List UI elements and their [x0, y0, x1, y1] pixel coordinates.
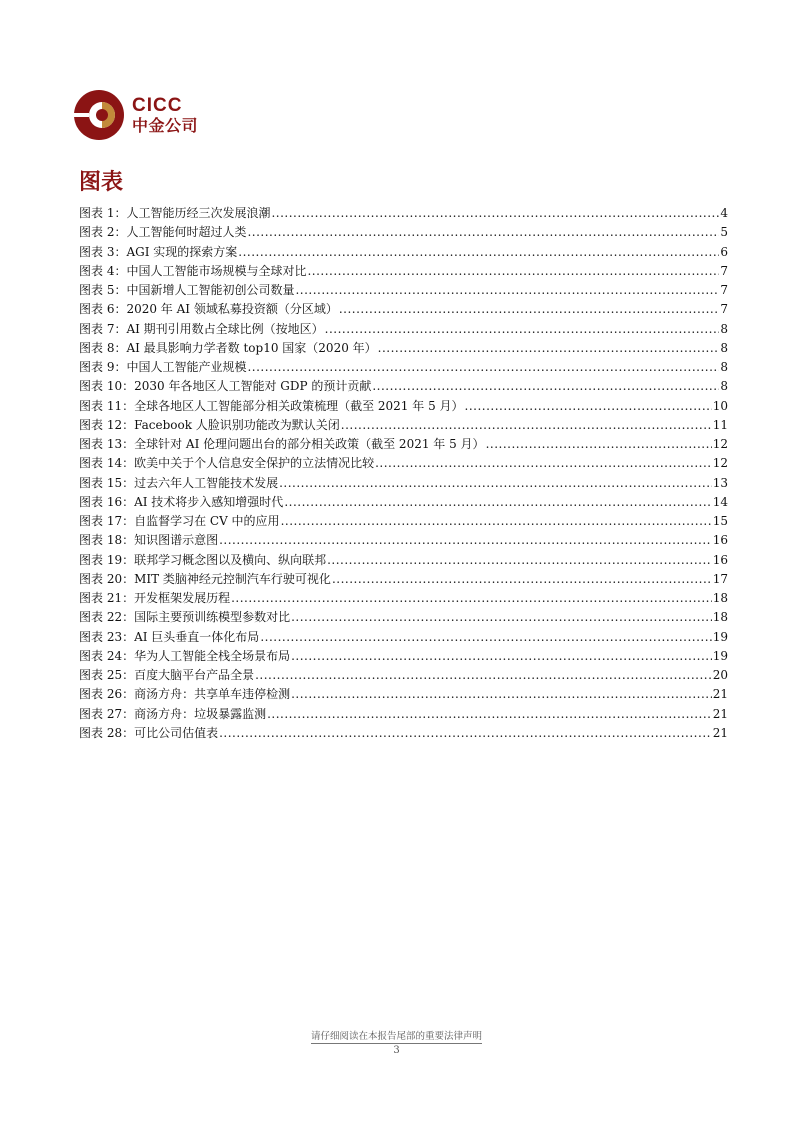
- toc-item-label: 图表 9：中国人工智能产业规模: [79, 360, 247, 374]
- toc-dot-leader: [375, 456, 712, 470]
- toc-item[interactable]: [79, 570, 728, 589]
- toc-item[interactable]: [79, 647, 728, 666]
- toc-item-page: 12: [712, 456, 728, 471]
- toc-item-label: 图表 13：全球针对 AI 伦理问题出台的部分相关政策（截至 2021 年 5 月）: [79, 437, 485, 451]
- toc-item[interactable]: [79, 493, 728, 512]
- toc-item-page: 17: [712, 571, 728, 586]
- toc-item-label: 图表 18：知识图谱示意图: [79, 533, 219, 548]
- toc-item[interactable]: [79, 300, 728, 319]
- toc-item-page: 13: [712, 475, 728, 490]
- toc-item[interactable]: [79, 551, 728, 570]
- toc-item[interactable]: [79, 397, 728, 416]
- toc-item-label: 图表 27：商汤方舟：垃圾暴露监测: [79, 706, 267, 721]
- toc-item-label: 图表 16：AI 技术将步入感知增强时代: [79, 494, 284, 509]
- toc-dot-leader: [325, 322, 720, 336]
- toc-item[interactable]: [79, 435, 728, 454]
- toc-item-page: 20: [712, 668, 728, 682]
- toc-dot-leader: [341, 418, 712, 432]
- toc-item-page: 18: [712, 610, 728, 625]
- toc-dot-leader: [267, 707, 712, 721]
- toc-item-page: 8: [720, 321, 728, 336]
- toc-item[interactable]: [79, 512, 728, 531]
- toc-item[interactable]: [79, 685, 728, 704]
- toc-dot-leader: [378, 341, 720, 355]
- toc-item-label: 图表 1：人工智能历经三次发展浪潮: [79, 206, 271, 220]
- toc-item-page: 12: [712, 437, 728, 451]
- toc-dot-leader: [332, 572, 712, 586]
- toc-item[interactable]: [79, 589, 728, 608]
- toc-item[interactable]: [79, 243, 728, 262]
- legal-disclaimer-note: [0, 1028, 793, 1042]
- toc-item-label: 图表 17：自监督学习在 CV 中的应用: [79, 514, 280, 528]
- toc-dot-leader: [279, 476, 712, 490]
- toc-dot-leader: [486, 437, 712, 451]
- toc-dot-leader: [295, 283, 719, 297]
- logo-name-en: CICC: [132, 95, 183, 116]
- toc-item-label: 图表 19：联邦学习概念图以及横向、纵向联邦: [79, 552, 327, 567]
- toc-item-page: 6: [720, 244, 728, 259]
- toc-item-page: 21: [712, 725, 728, 740]
- toc-item-label: 图表 3：AGI 实现的探索方案: [79, 244, 238, 259]
- toc-item[interactable]: [79, 204, 728, 223]
- toc-item-label: 图表 14：欧美中关于个人信息安全保护的立法情况比较: [79, 456, 375, 471]
- toc-item-page: 5: [720, 225, 728, 240]
- toc-item-label: 图表 10：2030 年各地区人工智能对 GDP 的预计贡献: [79, 379, 372, 394]
- toc-item[interactable]: [79, 705, 728, 724]
- toc-dot-leader: [327, 553, 712, 567]
- toc-item-label: 图表 21：开发框架发展历程: [79, 591, 231, 605]
- toc-item-label: 图表 24：华为人工智能全栈全场景布局: [79, 648, 291, 663]
- toc-item-page: 14: [712, 494, 728, 509]
- toc-item-label: 图表 5：中国新增人工智能初创公司数量: [79, 283, 295, 297]
- toc-dot-leader: [291, 610, 712, 624]
- toc-item-label: 图表 22：国际主要预训练模型参数对比: [79, 610, 291, 625]
- toc-dot-leader: [219, 726, 712, 740]
- logo-name-cn: 中金公司: [132, 116, 199, 135]
- toc-item-label: 图表 7：AI 期刊引用数占全球比例（按地区）: [79, 321, 324, 336]
- toc-item-page: 7: [720, 263, 728, 278]
- toc-item-label: 图表 2：人工智能何时超过人类: [79, 225, 247, 240]
- toc-dot-leader: [238, 245, 719, 259]
- legal-disclaimer-text: 请仔细阅读在本报告尾部的重要法律声明: [310, 1031, 482, 1042]
- toc-item[interactable]: [79, 724, 728, 743]
- logo-text: [132, 96, 198, 134]
- toc-item[interactable]: [79, 474, 728, 493]
- toc-dot-leader: [247, 225, 719, 239]
- toc-item[interactable]: [79, 608, 728, 627]
- toc-item-label: 图表 25：百度大脑平台产品全景: [79, 668, 255, 682]
- toc-item-page: 19: [712, 648, 728, 663]
- toc-item[interactable]: [79, 628, 728, 647]
- toc-dot-leader: [465, 399, 712, 413]
- toc-item-page: 7: [720, 302, 728, 317]
- toc-item-page: 8: [720, 340, 728, 355]
- toc-item-label: 图表 12：Facebook 人脸识别功能改为默认关闭: [79, 417, 340, 432]
- toc-dot-leader: [291, 687, 712, 701]
- toc-dot-leader: [291, 649, 712, 663]
- toc-item-page: 8: [720, 360, 728, 374]
- toc-item-page: 7: [720, 283, 728, 297]
- cicc-logo: [73, 89, 198, 141]
- toc-dot-leader: [271, 206, 719, 220]
- cicc-logo-icon: [73, 89, 125, 141]
- toc-item-label: 图表 23：AI 巨头垂直一体化布局: [79, 629, 260, 644]
- toc-item-page: 8: [720, 379, 728, 394]
- toc-item-page: 11: [712, 417, 728, 432]
- toc-item-label: 图表 6：2020 年 AI 领域私募投资额（分区域）: [79, 302, 338, 317]
- page-number: 3: [393, 1045, 400, 1056]
- toc-item-page: 10: [712, 398, 728, 413]
- toc-item[interactable]: [79, 339, 728, 358]
- toc-item-page: 16: [712, 552, 728, 567]
- toc-dot-leader: [260, 630, 711, 644]
- toc-item-label: 图表 26：商汤方舟：共享单车违停检测: [79, 687, 291, 702]
- toc-item[interactable]: [79, 377, 728, 396]
- toc-item-label: 图表 4：中国人工智能市场规模与全球对比: [79, 263, 307, 278]
- toc-item-page: 4: [720, 206, 728, 220]
- figure-table-of-contents: [79, 204, 728, 743]
- toc-dot-leader: [372, 379, 719, 393]
- toc-item-page: 21: [712, 706, 728, 721]
- toc-dot-leader: [247, 360, 719, 374]
- toc-item-label: 图表 8：AI 最具影响力学者数 top10 国家（2020 年）: [79, 340, 377, 355]
- toc-item[interactable]: [79, 358, 728, 377]
- toc-item[interactable]: [79, 531, 728, 550]
- toc-item[interactable]: [79, 454, 728, 473]
- toc-item-label: 图表 11：全球各地区人工智能部分相关政策梳理（截至 2021 年 5 月）: [79, 398, 464, 413]
- toc-item-label: 图表 15：过去六年人工智能技术发展: [79, 475, 279, 490]
- toc-dot-leader: [231, 591, 712, 605]
- toc-item[interactable]: [79, 666, 728, 685]
- toc-item[interactable]: [79, 262, 728, 281]
- toc-dot-leader: [255, 668, 712, 682]
- toc-item-label: 图表 20：MIT 类脑神经元控制汽车行驶可视化: [79, 571, 331, 586]
- toc-item-page: 15: [712, 514, 728, 528]
- toc-item-page: 19: [712, 629, 728, 644]
- toc-dot-leader: [219, 533, 712, 547]
- toc-dot-leader: [339, 302, 720, 316]
- toc-item-page: 16: [712, 533, 728, 548]
- toc-item-page: 18: [712, 591, 728, 605]
- toc-item[interactable]: [79, 223, 728, 242]
- toc-dot-leader: [284, 495, 711, 509]
- toc-item-page: 21: [712, 687, 728, 702]
- toc-dot-leader: [307, 264, 719, 278]
- section-title: 图表: [79, 170, 124, 195]
- toc-dot-leader: [281, 514, 712, 528]
- toc-item[interactable]: [79, 320, 728, 339]
- toc-item[interactable]: [79, 281, 728, 300]
- toc-item[interactable]: [79, 416, 728, 435]
- toc-item-label: 图表 28：可比公司估值表: [79, 725, 219, 740]
